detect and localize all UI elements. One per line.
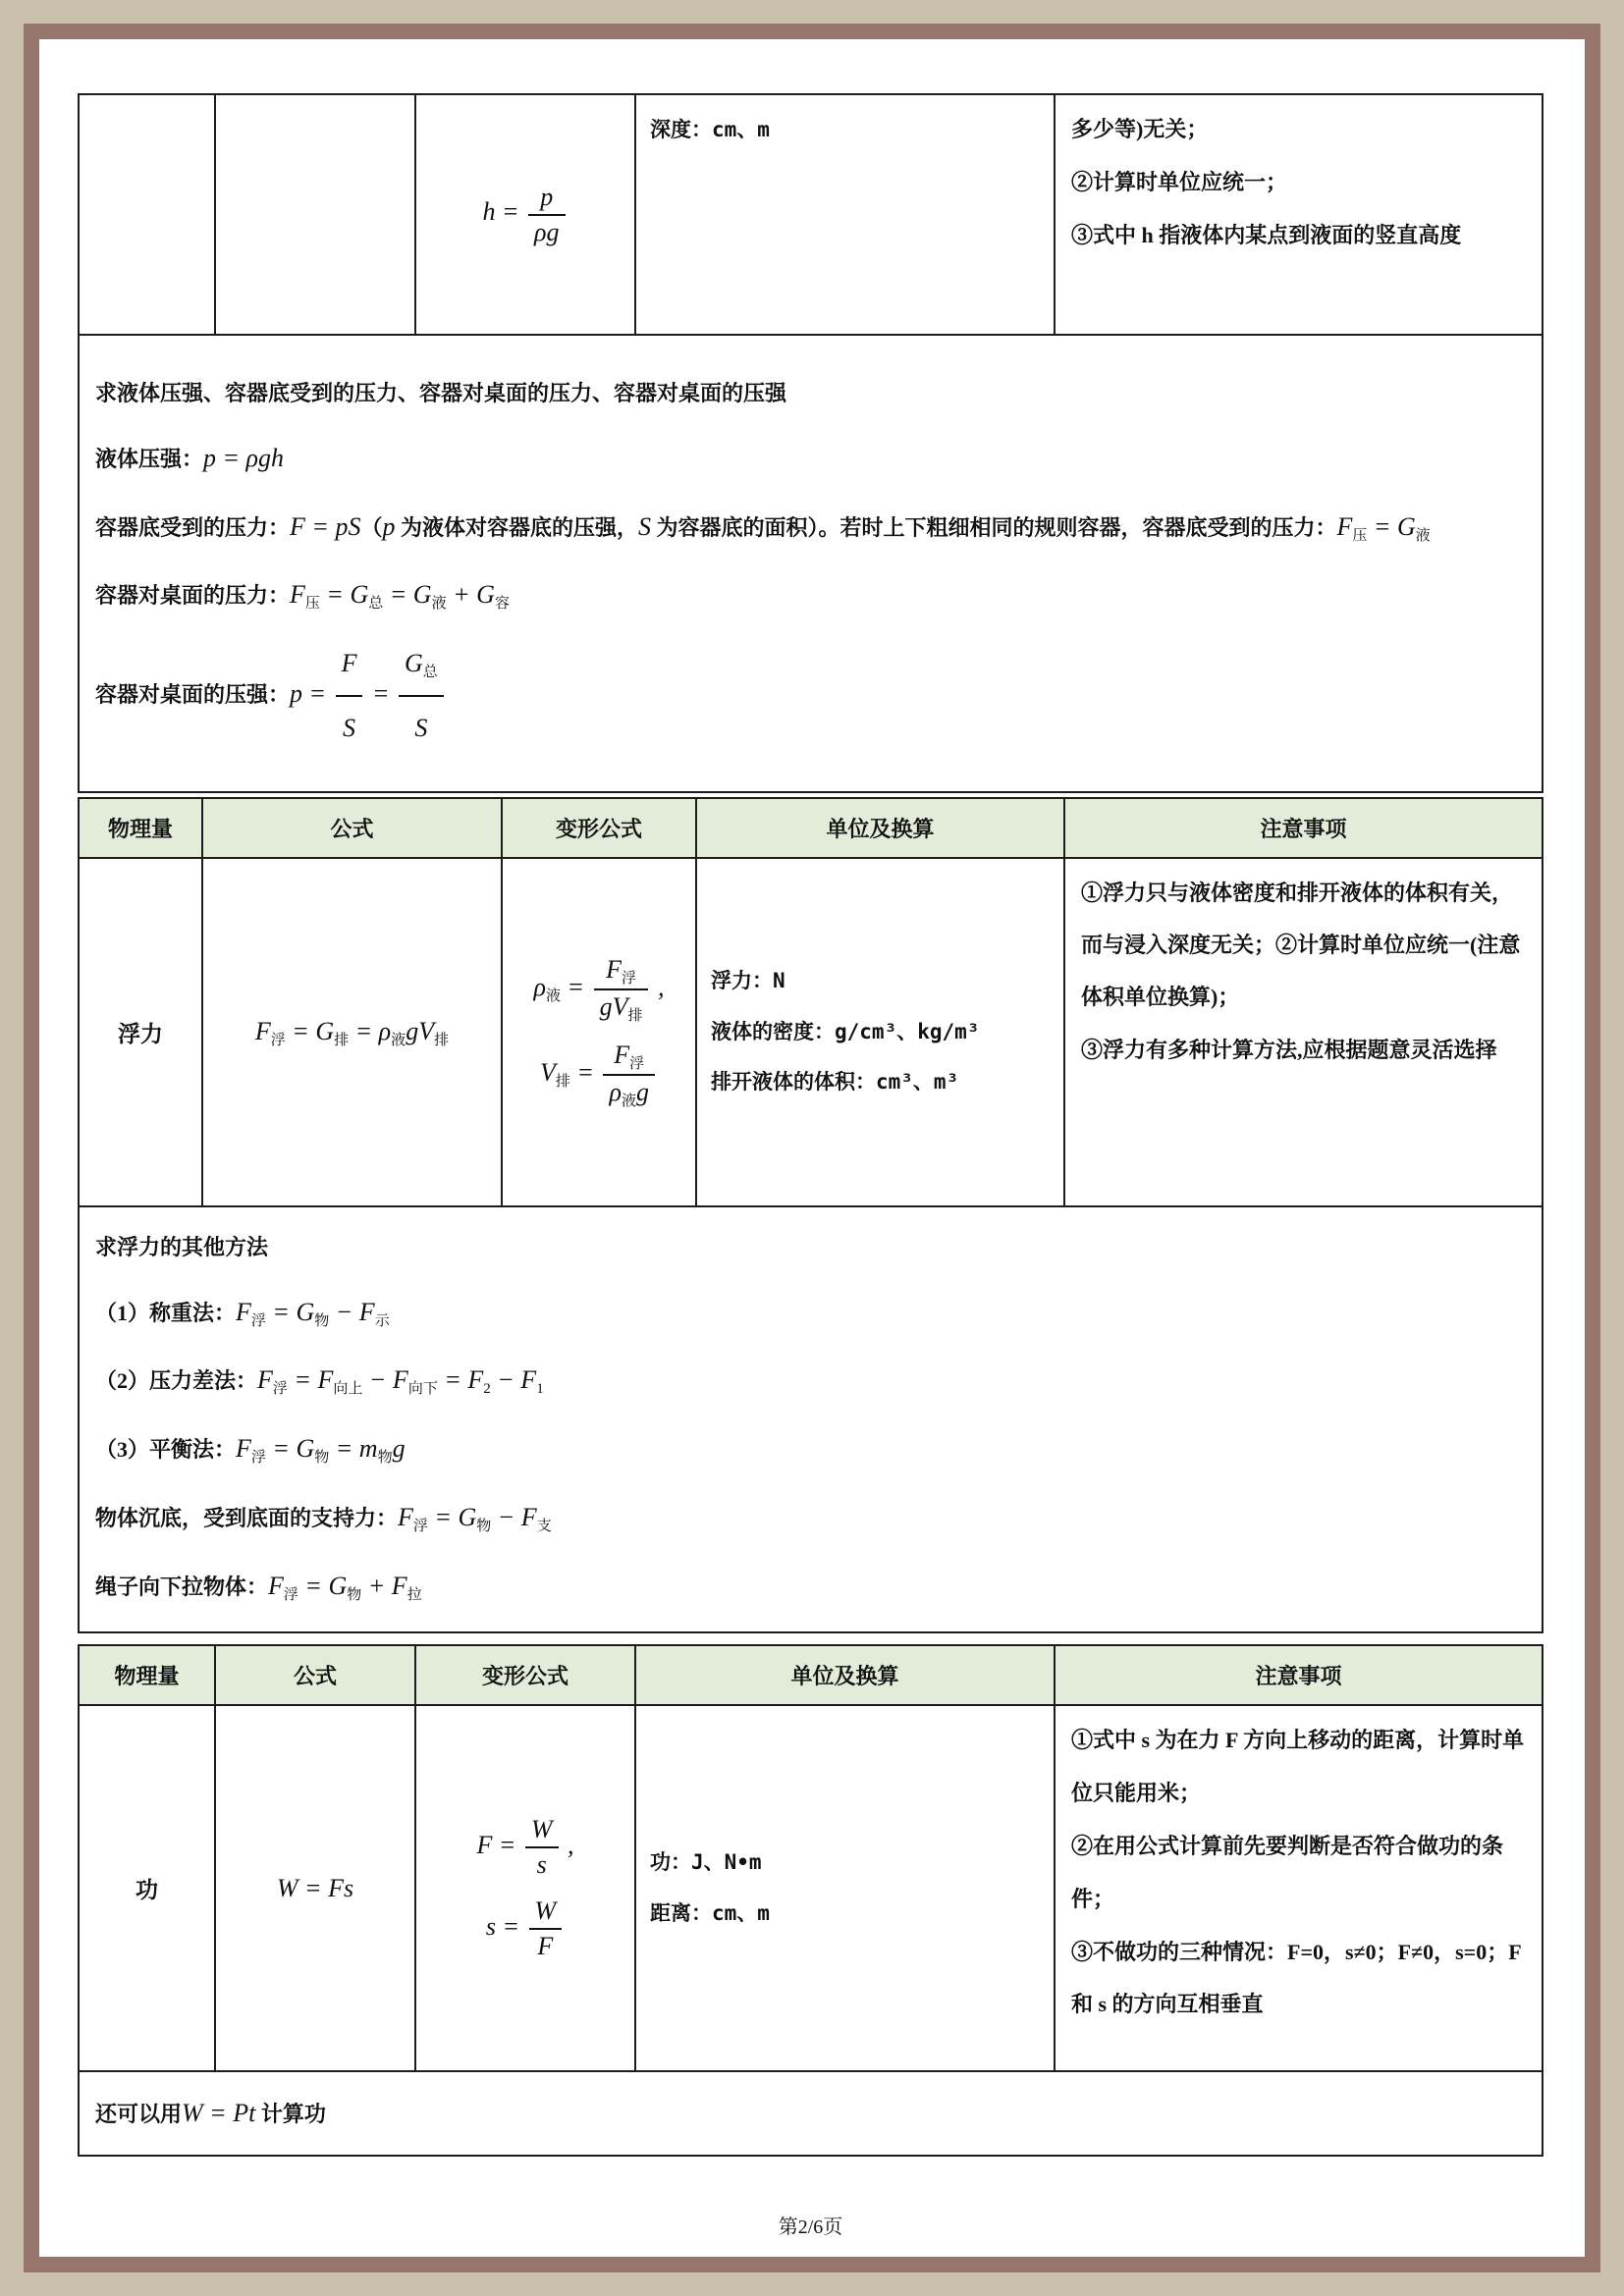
text-line: ①式中 s 为在力 F 方向上移动的距离，计算时单位只能用米； [1071,1728,1525,1805]
formula-line [95,369,1526,419]
col-header-units: 单位及换算 [635,1645,1055,1705]
continued-formula-cell [215,94,415,335]
inline-formula: $F_浮 = G_物 - F_支$ [398,1502,552,1534]
inline-text: （3）平衡法： [95,1437,237,1463]
units-cell [635,94,1055,335]
liquid-pressure-table [78,93,1543,793]
notes-cell [1055,94,1543,335]
variant-formula-cell [415,94,635,335]
inline-text: 还可以用 [95,2102,183,2126]
inline-text: 求浮力的其他方法 [95,1235,269,1259]
inline-text: 绳子向下拉物体： [95,1574,269,1599]
col-header-quantity: 物理量 [79,1645,215,1705]
formula-line [95,429,1526,488]
col-header-notes: 注意事项 [1055,1645,1543,1705]
units-cell [635,1705,1055,2071]
formula-cell [215,1705,415,2071]
table-row [79,2071,1543,2156]
table-row [79,1206,1543,1632]
text-line: ①浮力只与液体密度和排开液体的体积有关，而与浸入深度无关；②计算时单位应统一(注意体积单位换算)； [1081,881,1521,1010]
text-line: 排开液体的体积：cm³、m³ [711,1070,959,1095]
inline-formula: W = Pt [182,2099,256,2127]
col-header-formula: 公式 [202,798,502,858]
inline-text: 液体压强： [95,446,204,471]
variant-formula-cell [415,1705,635,2071]
inline-formula: $F_浮 = G_物 - F_示$ [236,1297,390,1329]
inline-text: 求液体压强、容器底受到的压力、容器对桌面的压力、容器对桌面的压强 [95,381,787,406]
col-header-notes: 注意事项 [1064,798,1543,858]
page-content [39,39,1581,2258]
variant-formula-2: s = $\frac{W}{F}$ [417,1896,633,1961]
formula-line [95,565,1526,624]
table-header-row [79,1645,1543,1705]
col-header-formula: 公式 [215,1645,415,1705]
text-line: 功：J、N•m [650,1850,762,1875]
col-header-quantity: 物理量 [79,798,202,858]
inline-text: 容器对桌面的压强： [95,681,291,707]
page-number: 第2/6页 [778,2216,843,2238]
formula-cell [202,858,502,1206]
inline-text: 为容器底的面积）。若时上下粗细相同的规则容器，容器底受到的压力： [650,514,1337,540]
inline-text: 物体沉底，受到底面的支持力： [95,1505,399,1530]
variant-formula-1: $\rho_液$ = $\frac{F_浮}{gV_排}$ , [533,955,665,1024]
table-row [79,858,1543,1206]
formula-line [95,2084,1526,2143]
formula-line [95,1557,1526,1616]
text-line: ②在用公式计算前先要判断是否符合做功的条件； [1071,1833,1504,1911]
table-row [79,335,1543,792]
inline-formula: p = ρgh [203,443,285,472]
inline-text: 为液体对容器底的压强， [395,514,638,540]
text-line: 浮力：N [711,969,785,993]
liquid-pressure-methods-cell [79,335,1543,792]
formula-line [95,498,1526,557]
depth-formula: h = $\frac{p}{\rho g}$ [482,197,568,226]
variant-formula-2: $V_排$ = $\frac{F_浮}{\rho_液g}$ [504,1041,694,1109]
inline-formula: $F_浮 = G_物 = m_物g$ [236,1434,406,1467]
formula-line [95,1283,1526,1342]
inline-formula: $F_压 = G_总 = G_液 + G_容$ [290,580,510,613]
variant-formula-cell [502,858,696,1206]
formula-line [95,1488,1526,1547]
formula-line [95,1223,1526,1273]
text-line: ②计算时单位应统一； [1071,169,1288,194]
work-table [78,1644,1543,2157]
notes-cell [1055,1705,1543,2071]
notes-cell [1064,858,1543,1206]
text-line: 深度：cm、m [650,118,770,141]
text-line: 液体的密度：g/cm³、kg/m³ [711,1019,980,1043]
buoyancy-other-methods-cell [79,1206,1543,1632]
text-line: ③浮力有多种计算方法,应根据题意灵活选择 [1081,1037,1497,1062]
inline-text: 容器底受到的压力： [95,514,291,540]
inline-text: （2）压力差法： [95,1368,258,1394]
inline-formula: $F_压 = G_液$ [1336,511,1431,544]
formula-line [95,634,1526,758]
inline-text: 容器对桌面的压力： [95,583,291,609]
continued-quantity-cell [79,94,215,335]
work-alternative-cell [79,2071,1543,2156]
variant-formula-1: F = $\frac{W}{s}$ , [476,1815,574,1879]
inline-formula: p = $\frac{F}{S}$ = $\frac{G_总}{S}$ [290,679,447,708]
formula-line [95,1419,1526,1478]
quantity-cell: 浮力 [79,858,202,1206]
col-header-variant-formula: 变形公式 [502,798,696,858]
units-cell [696,858,1064,1206]
inline-formula: $F_浮 = G_物 + F_拉$ [268,1571,422,1603]
buoyancy-table [78,797,1543,1633]
inline-text: （1）称重法： [95,1300,237,1325]
text-line: 距离：cm、m [650,1900,770,1925]
text-line: 多少等)无关； [1071,117,1209,141]
quantity-cell: 功 [79,1705,215,2071]
col-header-units: 单位及换算 [696,798,1064,858]
table-row [79,1705,1543,2071]
inline-formula: p [382,511,396,541]
text-line: ③不做功的三种情况：F=0，s≠0；F≠0，s=0；F 和 s 的方向互相垂直 [1071,1939,1521,2017]
table-header-row [79,798,1543,858]
col-header-variant-formula: 变形公式 [415,1645,635,1705]
work-formula: W = Fs [276,1873,354,1902]
inline-text: 计算功 [255,2102,326,2126]
inline-formula: F = pS [290,511,361,541]
inline-text: （ [360,514,383,540]
table-row [79,94,1543,335]
inline-formula: $F_浮 = F_{向上} - F_{向下} = F_2 - F_1$ [257,1365,544,1398]
buoyancy-formula: $F_浮 = G_排 = \rho_液gV_排$ [254,1016,450,1048]
text-line: ③式中 h 指液体内某点到液面的竖直高度 [1071,222,1462,247]
inline-formula: S [637,511,651,541]
formula-line [95,1351,1526,1410]
